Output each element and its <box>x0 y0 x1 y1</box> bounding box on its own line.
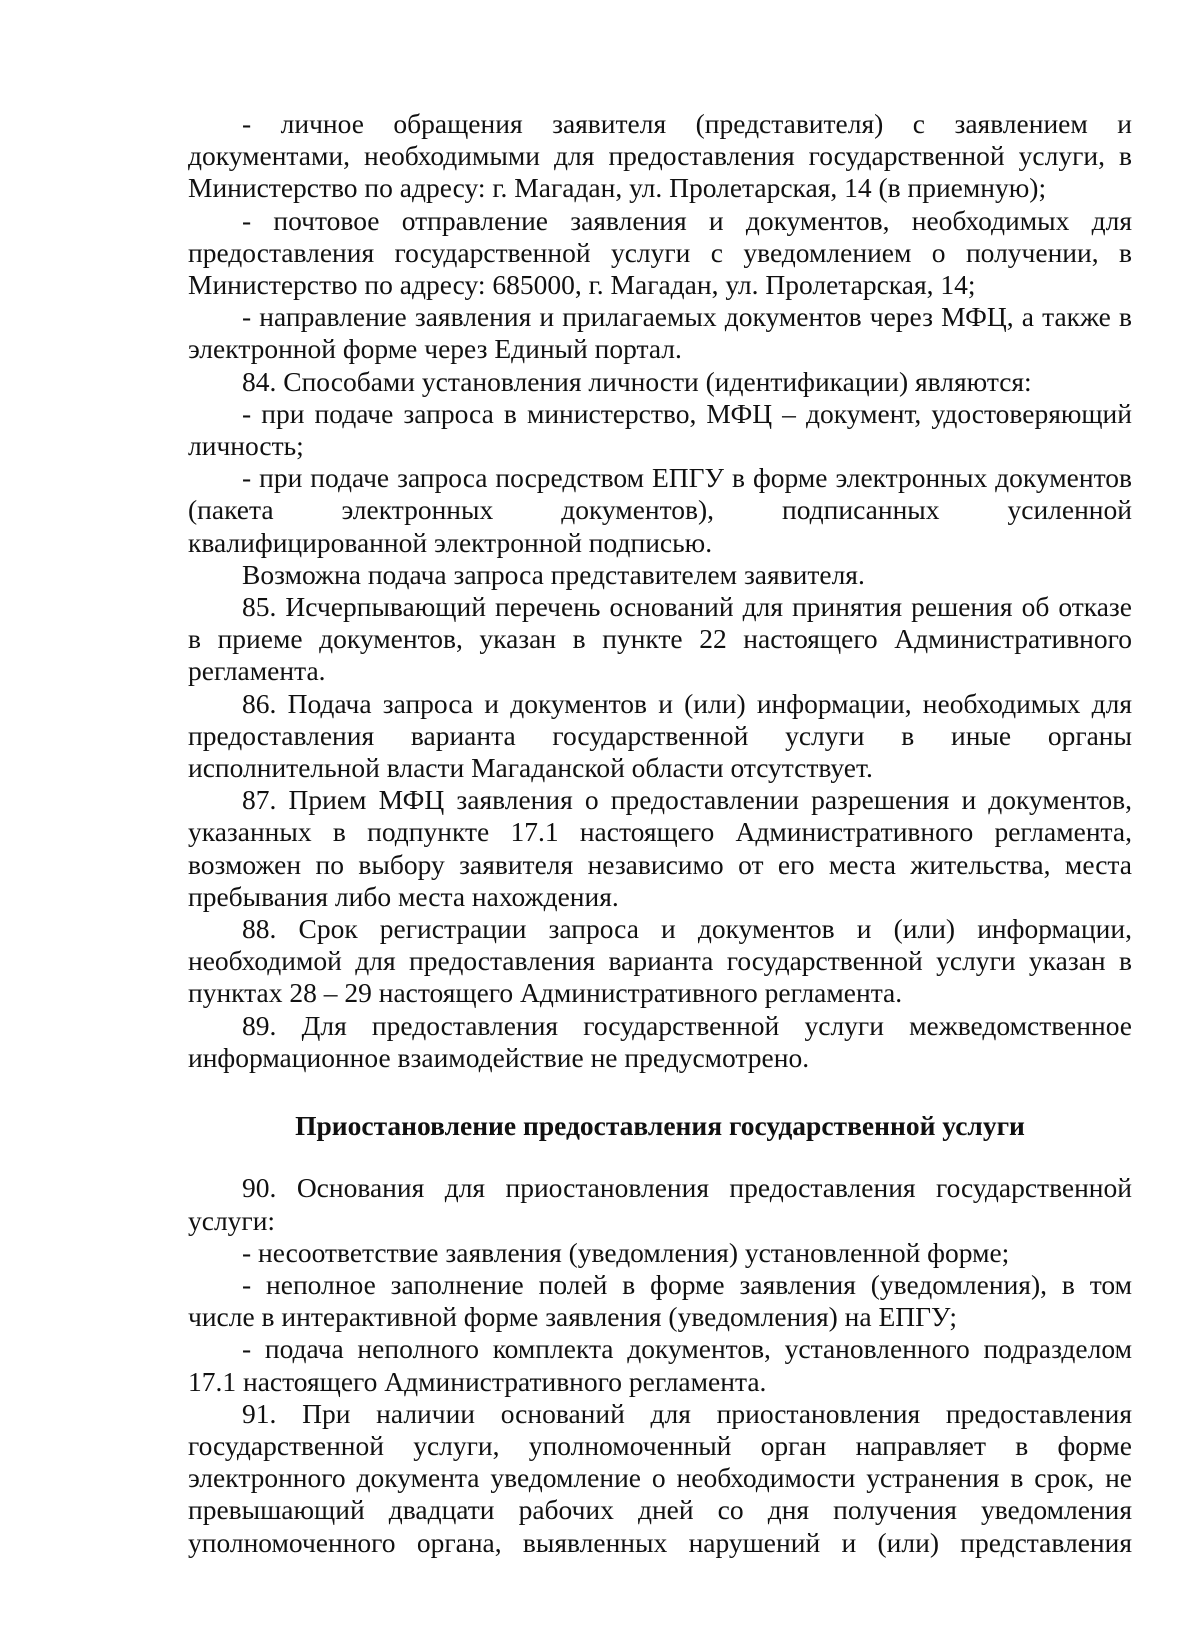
section-heading: Приостановление предоставления государственной услуги <box>295 1110 1025 1142</box>
paragraph: 89. Для предоставления государственной услуги межведомственное информационное взаимодействие не предусмотрено. <box>188 1009 1132 1073</box>
paragraph: - подача неполного комплекта документов, установленного подразделом 17.1 настоящего Административного регламента. <box>188 1333 1132 1397</box>
paragraph: 91. При наличии оснований для приостановления предоставления государственной услуги, уполномоченный орган направляет в форме электронного документа уведомление о необходимости устранения в срок, не превышающий двадцати рабочих дней со дня получения уведомления уполномоченного органа, выявленных нарушений и (или) представления <box>188 1397 1132 1558</box>
paragraph: - несоответствие заявления (уведомления) установленной форме; <box>242 1236 1010 1268</box>
paragraph: - неполное заполнение полей в форме заявления (уведомления), в том числе в интерактивной форме заявления (уведомления) на ЕПГУ; <box>188 1268 1132 1333</box>
paragraph: 90. Основания для приостановления предоставления государственной услуги: <box>188 1172 1132 1236</box>
paragraph: Возможна подача запроса представителем заявителя. <box>242 558 865 590</box>
paragraph: 84. Способами установления личности (идентификации) являются: <box>242 365 1032 397</box>
paragraph: - личное обращения заявителя (представителя) с заявлением и документами, необходимыми для предоставления государственной услуги, в Министерство по адресу: г. Магадан, ул. Пролетарская, 14 (в приемную); <box>188 108 1132 204</box>
paragraph: - при подаче запроса в министерство, МФЦ – документ, удостоверяющий личность; <box>188 397 1132 462</box>
paragraph: - почтовое отправление заявления и документов, необходимых для предоставления государственной услуги с уведомлением о получении, в Министерство по адресу: 685000, г. Магадан, ул. Пролетарская, 14; <box>188 204 1132 301</box>
paragraph: 86. Подача запроса и документов и (или) информации, необходимых для предоставления варианта государственной услуги в иные органы исполнительной власти Магаданской области отсутствует. <box>188 687 1132 784</box>
paragraph: 85. Исчерпывающий перечень оснований для принятия решения об отказе в приеме документов, указан в пункте 22 настоящего Административного регламента. <box>188 591 1132 687</box>
paragraph: - при подаче запроса посредством ЕПГУ в форме электронных документов (пакета электронных документов), подписанных усиленной квалифицированной электронной подписью. <box>188 462 1132 558</box>
paragraph: 88. Срок регистрации запроса и документов и (или) информации, необходимой для предоставления варианта государственной услуги указан в пунктах 28 – 29 настоящего Административного регламента. <box>188 913 1132 1009</box>
paragraph: - направление заявления и прилагаемых документов через МФЦ, а также в электронной форме через Единый портал. <box>188 301 1132 365</box>
document-page <box>188 108 1132 1559</box>
paragraph: 87. Прием МФЦ заявления о предоставлении разрешения и документов, указанных в подпункте 17.1 настоящего Административного регламента, возможен по выбору заявителя независимо от его места жительства, места пребывания либо места нахождения. <box>188 784 1132 912</box>
